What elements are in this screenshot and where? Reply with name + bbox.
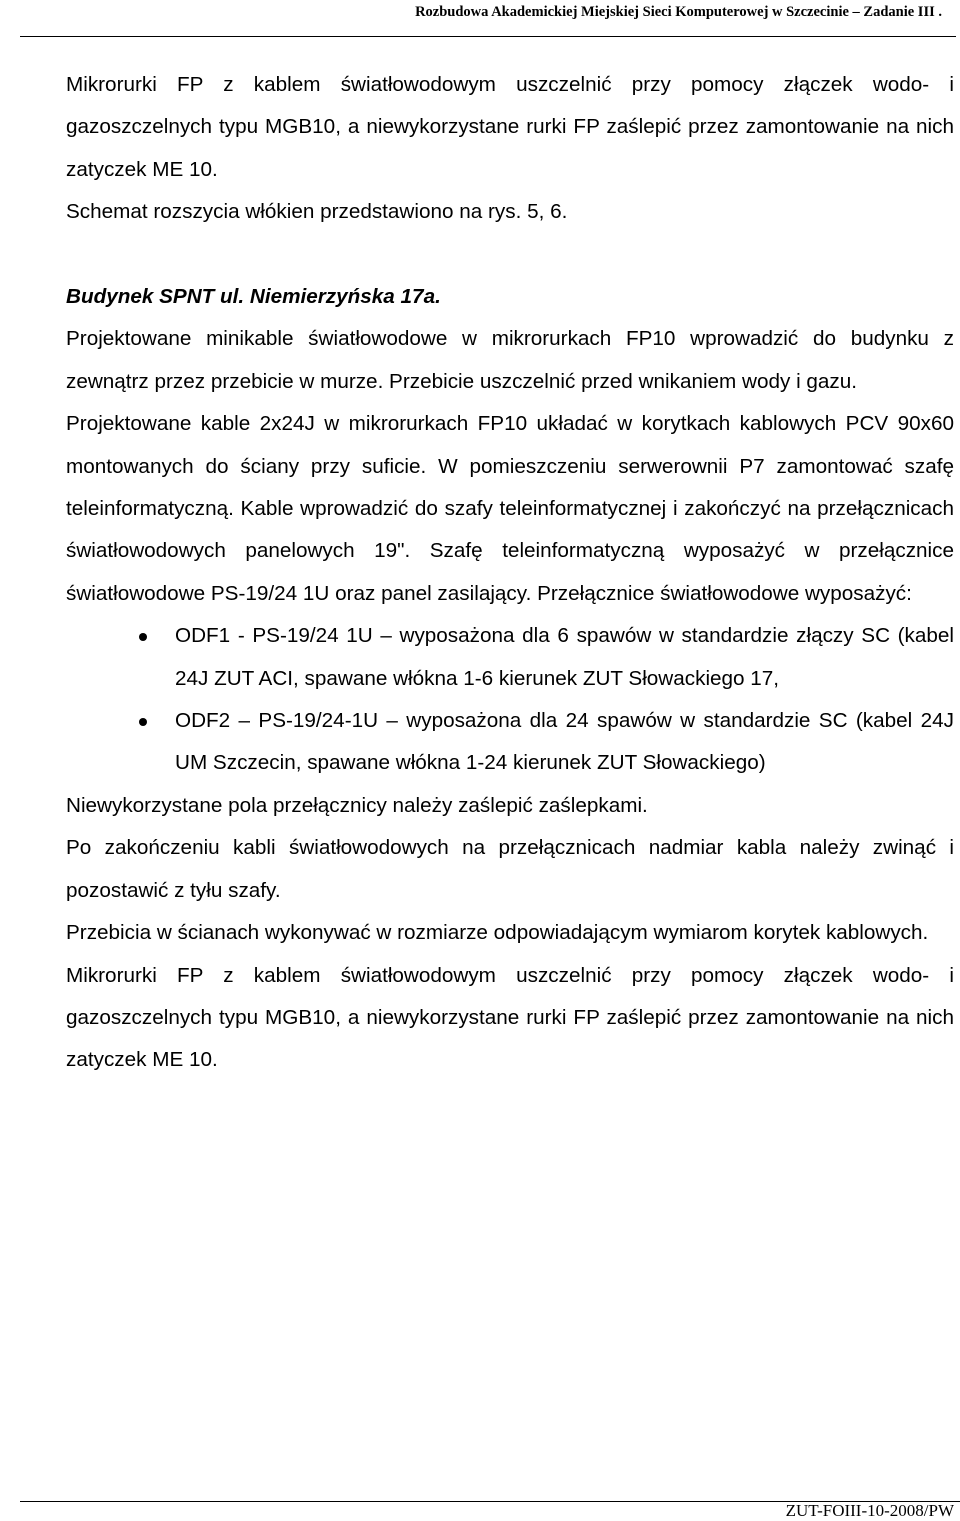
document-body — [66, 64, 954, 1082]
paragraph-cable-slack: Po zakończeniu kabli światłowodowych na przełącznicach nadmiar kabla należy zwinąć i pozostawić z tyłu szafy. — [66, 836, 954, 902]
paragraph-seals-repeat: Mikrorurki FP z kablem światłowodowym uszczelnić przy pomocy złączek wodo- i gazoszczelnych typu MGB10, a niewykorzystane rurki FP zaślepić przez zamontowanie na nich zatyczek ME 10. — [66, 963, 954, 1072]
paragraph-cables-cabinet: Projektowane kable 2x24J w mikrorurkach FP10 układać w korytkach kablowych PCV 90x60 montowanych do ściany przy suficie. W pomieszczeniu serwerownii P7 zamontować szafę teleinformatyczną. Kable wprowadzić do szafy teleinformatycznej i zakończyć na przełącznicach światłowodowych panelowych 19". Szafę teleinformatyczną wyposażyć w przełącznice światłowodowe PS-19/24 1U oraz panel zasilający. Przełącznice światłowodowe wyposażyć: — [66, 412, 954, 605]
bullet-icon — [139, 718, 147, 726]
paragraph-unused-fields: Niewykorzystane pola przełącznicy należy zaślepić zaślepkami. — [66, 793, 648, 817]
page-header: Rozbudowa Akademickiej Miejskiej Sieci Komputerowej w Szczecinie – Zadanie III . — [415, 4, 942, 20]
paragraph-wall-openings: Przebicia w ścianach wykonywać w rozmiarze odpowiadającym wymiarom korytek kablowych. — [66, 921, 929, 945]
list-item-text: ODF2 – PS-19/24-1U – wyposażona dla 24 spawów w standardzie SC (kabel 24J UM Szczecin, spawane włókna 1-24 kierunek ZUT Słowackiego) — [175, 709, 954, 775]
switch-list — [66, 615, 954, 785]
section-heading: Budynek SPNT ul. Niemierzyńska 17a. — [66, 285, 441, 309]
paragraph-seals: Mikrorurki FP z kablem światłowodowym uszczelnić przy pomocy złączek wodo- i gazoszczelnych typu MGB10, a niewykorzystane rurki FP zaślepić przez zamontowanie na nich zatyczek ME 10. — [66, 73, 954, 181]
paragraph-minicables: Projektowane minikable światłowodowe w mikrorurkach FP10 wprowadzić do budynku z zewnątrz przez przebicie w murze. Przebicie uszczelnić przed wnikaniem wody i gazu. — [66, 327, 954, 393]
header-rule — [20, 36, 956, 37]
list-item — [66, 615, 954, 700]
list-item-text: ODF1 - PS-19/24 1U – wyposażona dla 6 spawów w standardzie złączy SC (kabel 24J ZUT ACI, spawane włókna 1-6 kierunek ZUT Słowackiego 17, — [175, 624, 954, 690]
paragraph-splice-scheme: Schemat rozszycia włókien przedstawiono na rys. 5, 6. — [66, 200, 568, 224]
page-footer: ZUT-FOIII-10-2008/PW — [785, 1501, 954, 1520]
bullet-icon — [139, 633, 147, 641]
list-item — [66, 700, 954, 785]
